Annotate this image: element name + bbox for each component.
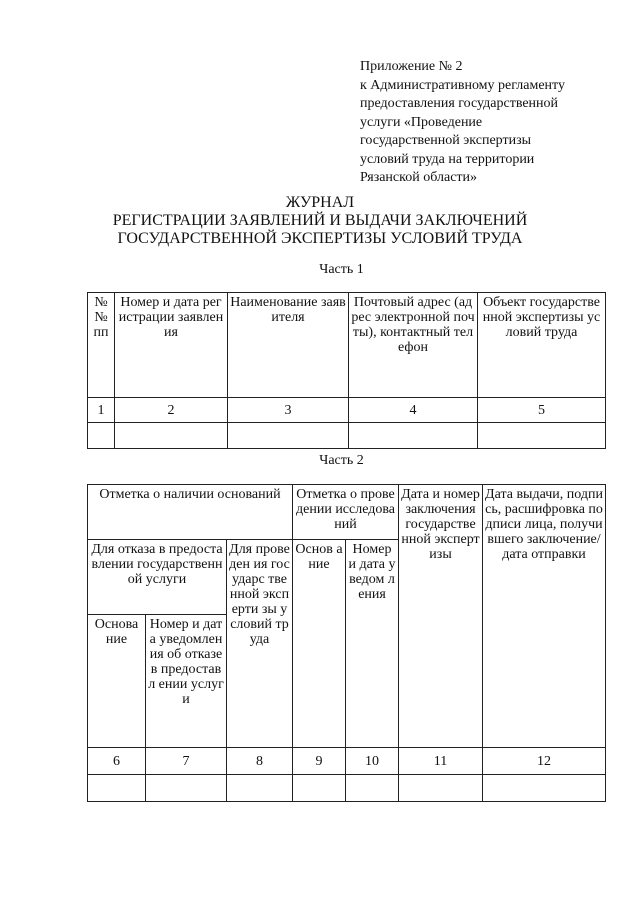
col-number: 1 bbox=[88, 398, 115, 423]
table-header-row bbox=[88, 293, 606, 398]
empty-cell bbox=[146, 775, 227, 802]
empty-cell bbox=[478, 423, 606, 449]
col-number: 3 bbox=[228, 398, 349, 423]
col-header-registration: Номер и дата регистрации заявления bbox=[115, 293, 228, 398]
appendix-line: предоставления государственной bbox=[360, 96, 559, 111]
appendix-line: к Административному регламенту bbox=[360, 77, 565, 93]
empty-cell bbox=[88, 423, 115, 449]
col-number: 11 bbox=[399, 748, 483, 775]
title-line-3: ГОСУДАРСТВЕННОЙ ЭКСПЕРТИЗЫ УСЛОВИЙ ТРУДА bbox=[117, 230, 523, 247]
part2-label: Часть 2 bbox=[319, 453, 364, 468]
empty-cell bbox=[399, 775, 483, 802]
empty-cell bbox=[349, 423, 478, 449]
table-empty-row bbox=[88, 423, 606, 449]
appendix-line: услуги «Проведение bbox=[360, 114, 483, 130]
col-number: 12 bbox=[483, 748, 606, 775]
col-header-applicant: Наименование заявителя bbox=[228, 293, 349, 398]
subheader-refusal: Для отказа в предоставлении государственной услуги bbox=[88, 540, 227, 615]
appendix-line: Рязанской области» bbox=[360, 170, 478, 185]
appendix-note bbox=[360, 58, 630, 188]
registration-table-part2 bbox=[87, 484, 606, 802]
col-number: 10 bbox=[346, 748, 399, 775]
col-header-research-notice: Номер и дата уведом ления bbox=[346, 540, 399, 748]
appendix-line: Приложение № 2 bbox=[360, 59, 463, 74]
empty-cell bbox=[115, 423, 228, 449]
document-title bbox=[0, 194, 640, 248]
appendix-line: условий труда на территории bbox=[360, 151, 535, 167]
col-number: 4 bbox=[349, 398, 478, 423]
col-number: 9 bbox=[293, 748, 346, 775]
empty-cell bbox=[227, 775, 293, 802]
col-header-issue: Дата выдачи, подпись, расшифровка подписи лица, получившего заключение/дата отправки bbox=[483, 485, 606, 748]
empty-cell bbox=[293, 775, 346, 802]
title-line-2: РЕГИСТРАЦИИ ЗАЯВЛЕНИЙ И ВЫДАЧИ ЗАКЛЮЧЕНИЙ bbox=[112, 212, 528, 229]
table-empty-row bbox=[88, 775, 606, 802]
col-number: 6 bbox=[88, 748, 146, 775]
col-number: 7 bbox=[146, 748, 227, 775]
col-number: 2 bbox=[115, 398, 228, 423]
group-header-research: Отметка о проведении исследований bbox=[293, 485, 399, 540]
col-header-research-basis: Основ ание bbox=[293, 540, 346, 748]
empty-cell bbox=[228, 423, 349, 449]
table-header-row bbox=[88, 485, 606, 540]
empty-cell bbox=[88, 775, 146, 802]
table-number-row bbox=[88, 748, 606, 775]
col-header-conclusion: Дата и номер заключения государстве нной экспертизы bbox=[399, 485, 483, 748]
part1-label: Часть 1 bbox=[319, 262, 364, 277]
col-header-object: Объект государственной экспертизы условий труда bbox=[478, 293, 606, 398]
empty-cell bbox=[483, 775, 606, 802]
table-number-row bbox=[88, 398, 606, 423]
title-line-1: ЖУРНАЛ bbox=[285, 194, 355, 211]
group-header-basis: Отметка о наличии оснований bbox=[88, 485, 293, 540]
col-number: 5 bbox=[478, 398, 606, 423]
col-header-refusal-notice: Номер и дата уведомлен ия об отказе в предоставл ении услуги bbox=[146, 615, 227, 748]
col-number: 8 bbox=[227, 748, 293, 775]
empty-cell bbox=[346, 775, 399, 802]
subheader-conduct: Для проведен ия государс твенной эксперти зы условий труда bbox=[227, 540, 293, 748]
appendix-line: государственной экспертизы bbox=[360, 133, 532, 148]
col-header-number: № № пп bbox=[88, 293, 115, 398]
col-header-refusal-basis: Основа ние bbox=[88, 615, 146, 748]
col-header-address: Почтовый адрес (адрес электронной почты), контактный телефон bbox=[349, 293, 478, 398]
registration-table-part1 bbox=[87, 292, 606, 449]
